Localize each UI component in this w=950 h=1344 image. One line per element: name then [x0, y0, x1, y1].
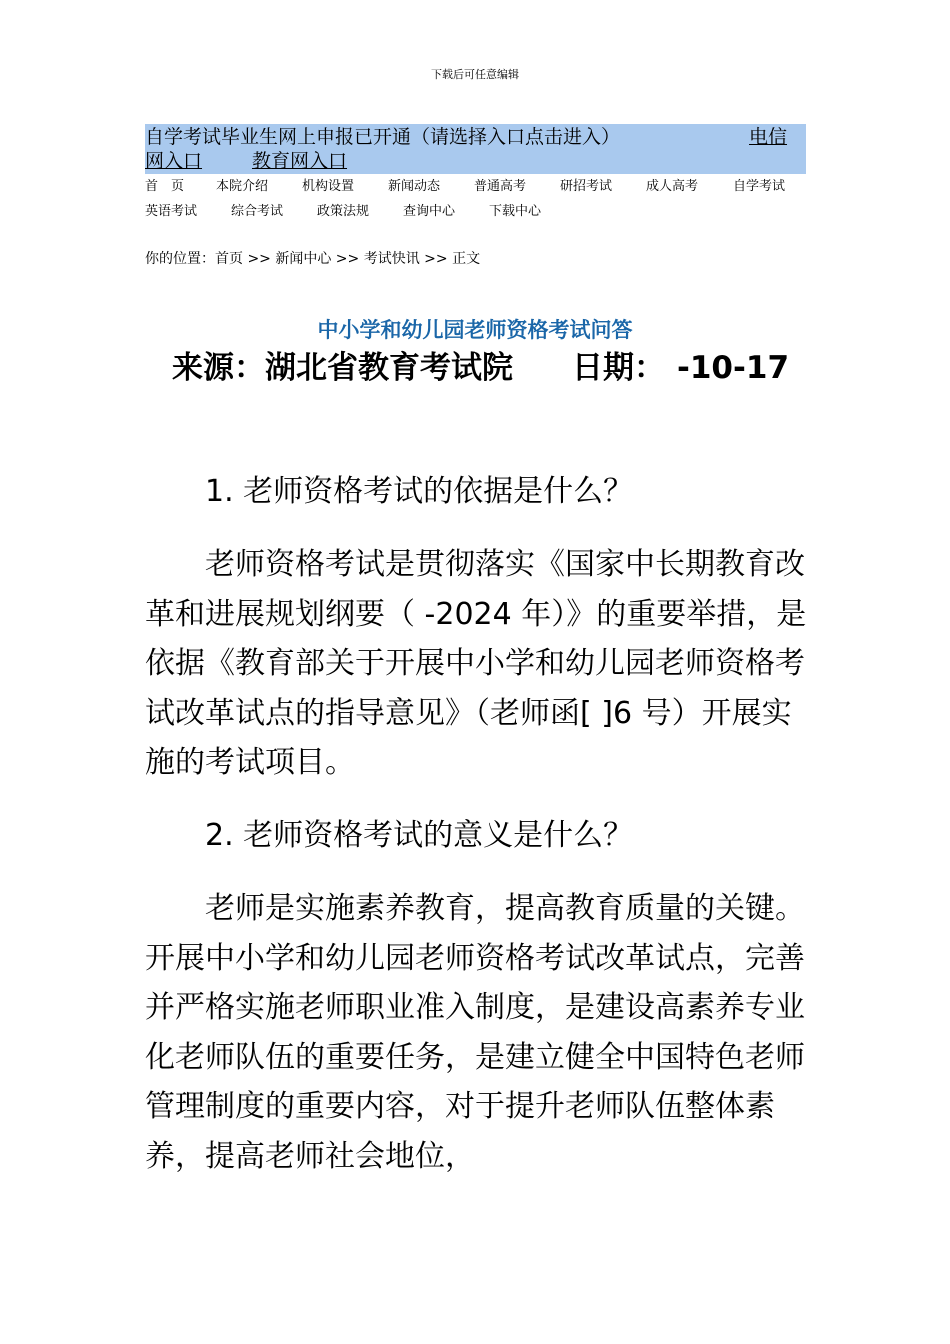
answer-1: [145, 540, 807, 788]
header-note: 下载后可任意编辑: [431, 68, 519, 81]
nav-download-center[interactable]: 下载中心: [489, 204, 542, 219]
question-1: [145, 467, 807, 517]
question-1-text: 1. 老师资格考试的依据是什么？: [205, 474, 634, 509]
nav-home[interactable]: 首 页: [145, 179, 185, 194]
nav-organization[interactable]: 机构设置: [302, 179, 355, 194]
article-date-label: 日期：: [572, 350, 665, 386]
article-meta: [172, 346, 790, 390]
nav-query-center[interactable]: 查询中心: [403, 204, 456, 219]
telecom-entry-link-cont[interactable]: 网入口: [145, 150, 203, 172]
nav-about[interactable]: 本院介绍: [216, 179, 269, 194]
nav-policy[interactable]: 政策法规: [317, 204, 370, 219]
nav-graduate-exam[interactable]: 研招考试: [560, 179, 613, 194]
nav-english-exam[interactable]: 英语考试: [145, 204, 198, 219]
nav-news[interactable]: 新闻动态: [388, 179, 441, 194]
article-source: 来源：湖北省教育考试院: [172, 350, 513, 386]
telecom-entry-link[interactable]: 电信: [749, 126, 788, 148]
education-entry-link[interactable]: 教育网入口: [252, 150, 348, 172]
article-date: -10-17: [677, 350, 790, 386]
announcement-text: 自学考试毕业生网上申报已开通（请选择入口点击进入）: [145, 126, 621, 148]
article-title: 中小学和幼儿园老师资格考试问答: [317, 318, 633, 342]
question-2-text: 2. 老师资格考试的意义是什么？: [205, 818, 634, 853]
announcement-banner: [145, 124, 806, 174]
answer-1-text: 老师资格考试是贯彻落实《国家中长期教育改革和进展规划纲要（ -2024 年）》的重要举措，是依据《教育部关于开展中小学和幼儿园老师资格考试改革试点的指导意见》（老师函[ ]6 号）开展实施的考试项目。: [145, 547, 807, 780]
nav-adult-exam[interactable]: 成人高考: [646, 179, 699, 194]
answer-2-text: 老师是实施素养教育，提高教育质量的关键。开展中小学和幼儿园老师资格考试改革试点，完善并严格实施老师职业准入制度，是建设高素养专业化老师队伍的重要任务，是建立健全中国特色老师管理制度的重要内容，对于提升老师队伍整体素养，提高老师社会地位，: [145, 891, 805, 1174]
nav-gaokao[interactable]: 普通高考: [474, 179, 527, 194]
nav-general-exam[interactable]: 综合考试: [231, 204, 284, 219]
nav-self-study-exam[interactable]: 自学考试: [733, 179, 786, 194]
answer-2: [145, 884, 807, 1181]
question-2: [145, 811, 807, 861]
breadcrumb: 你的位置：首页 >> 新闻中心 >> 考试快讯 >> 正文: [145, 251, 481, 267]
